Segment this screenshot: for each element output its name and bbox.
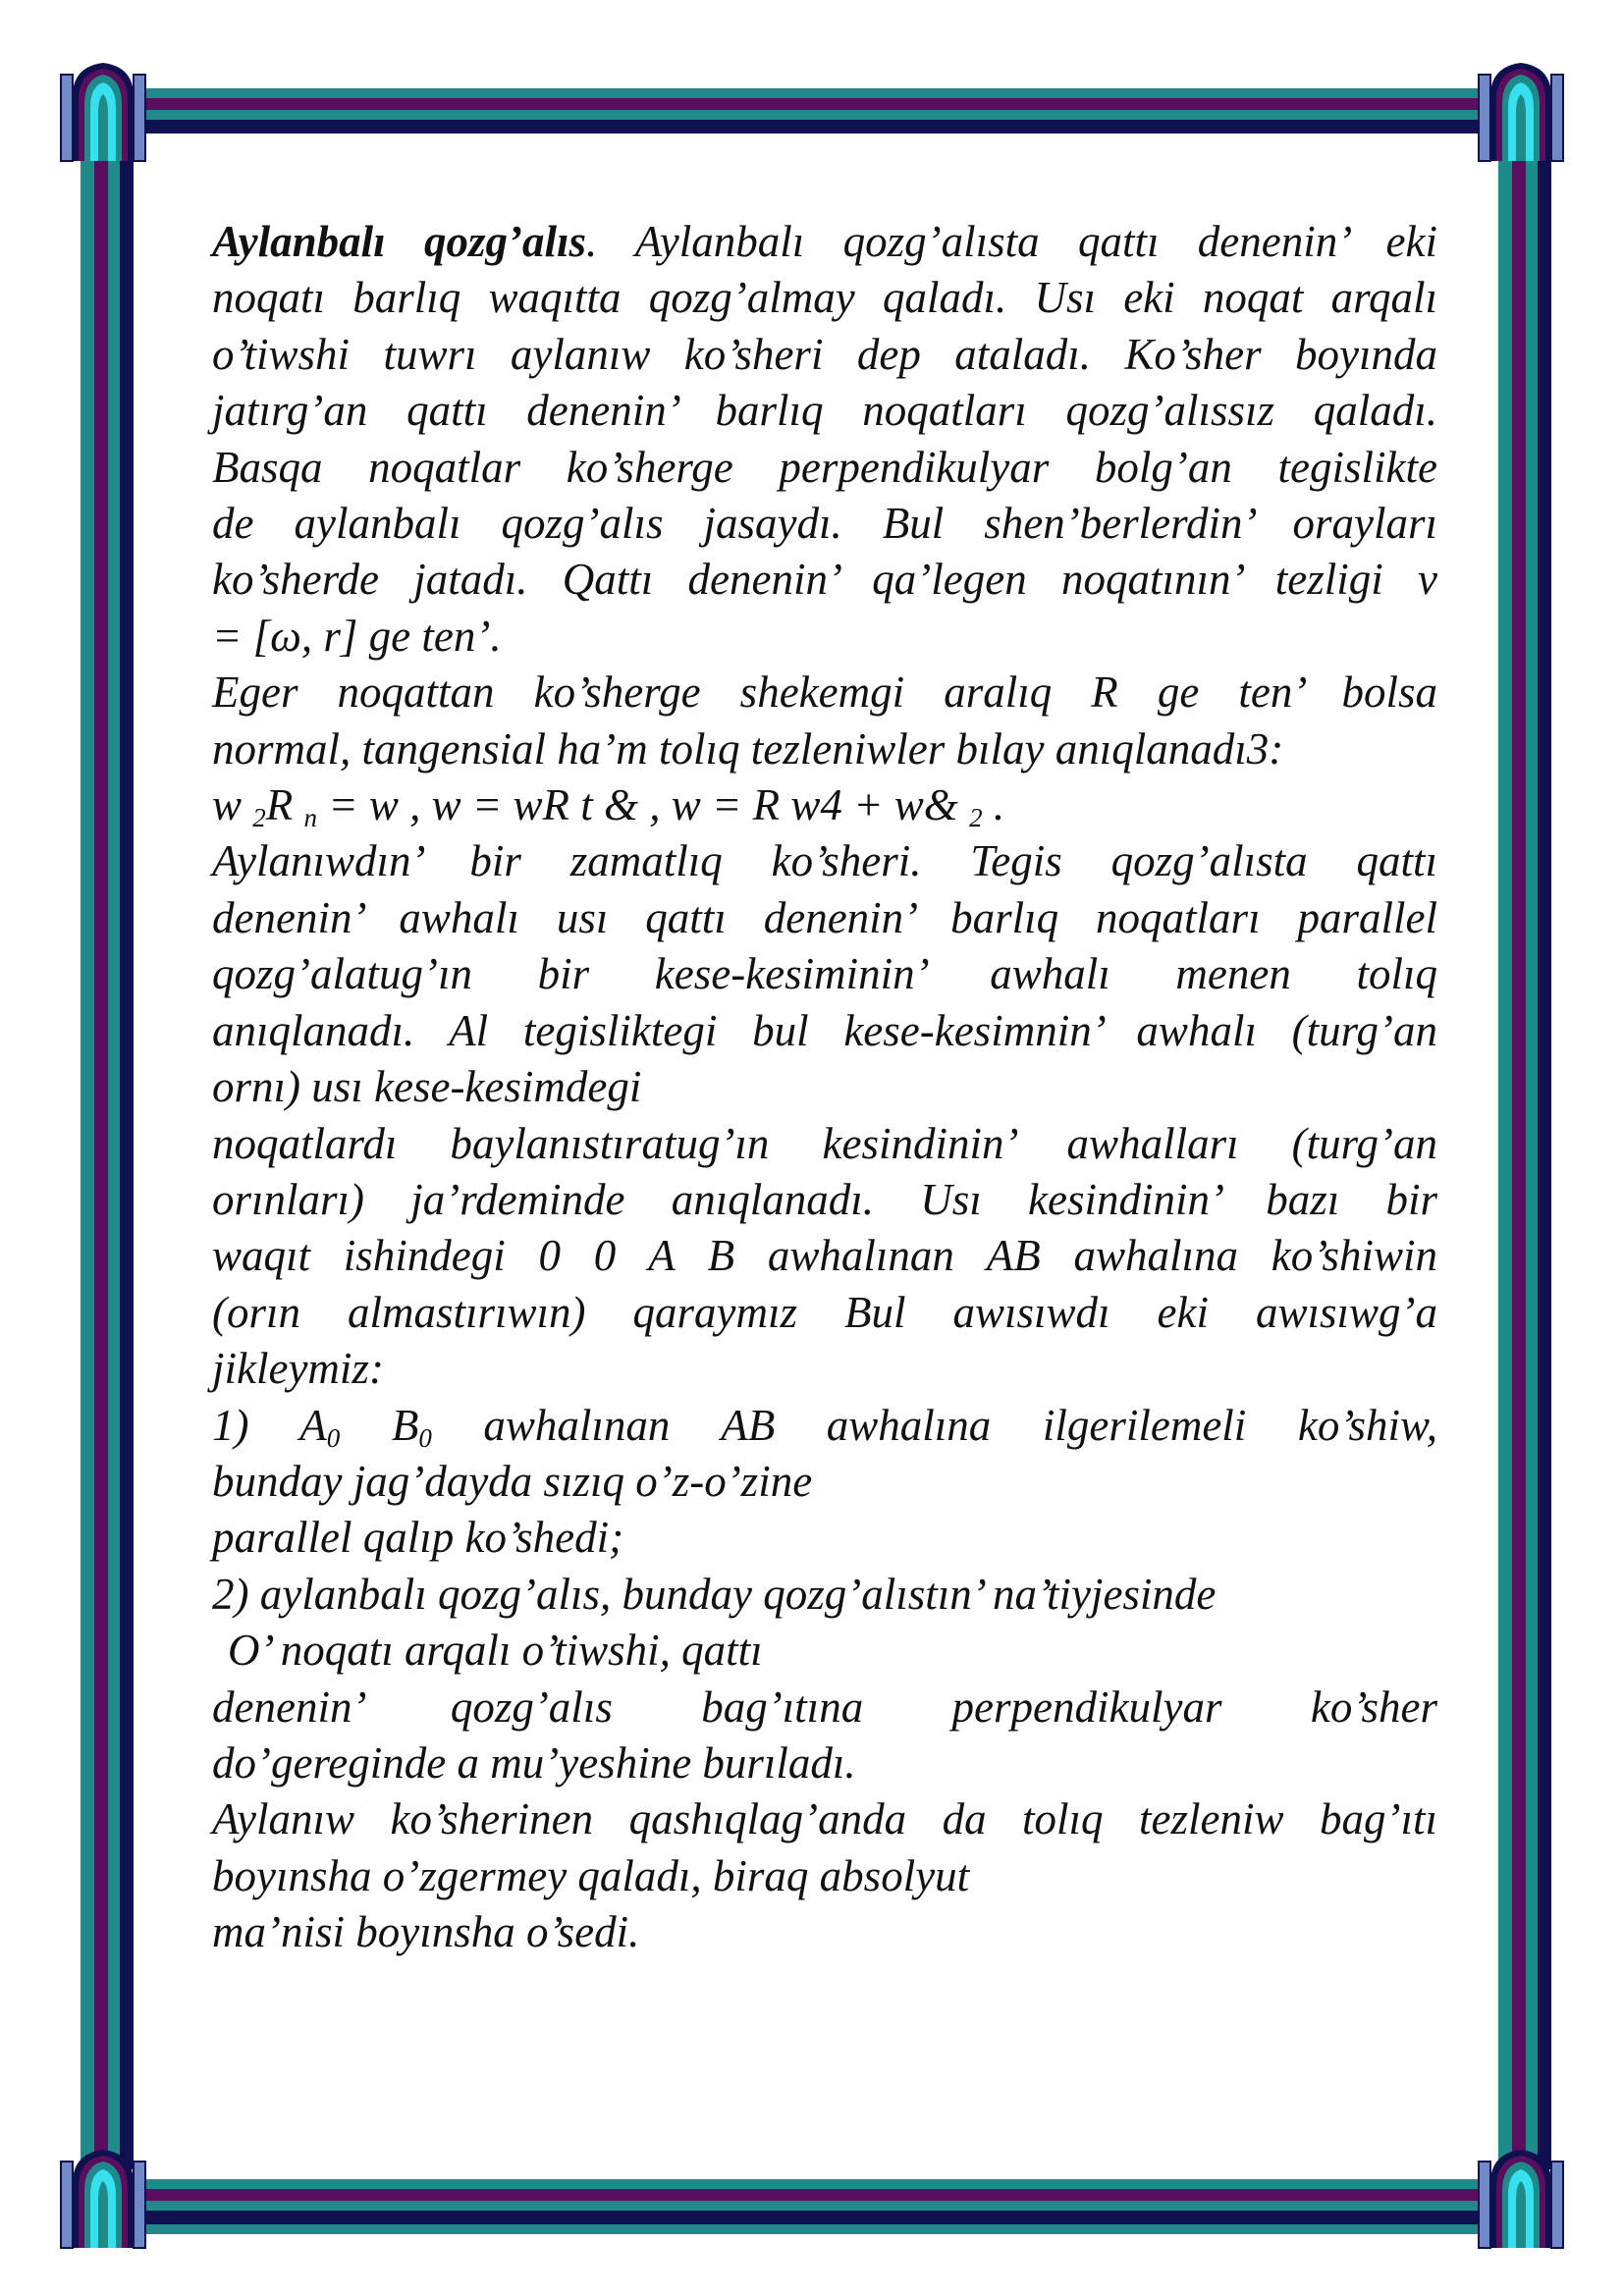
text-line: [212, 1454, 1437, 1510]
text-line: [212, 665, 1437, 721]
text-line: [212, 440, 1437, 496]
subscript-text: 0: [418, 1422, 432, 1453]
subscript-text: 0: [326, 1422, 341, 1453]
text-run: boyınsha o’zgermey qaladı, biraq absolyut: [212, 1850, 970, 1900]
left-border-band: [81, 147, 134, 2169]
text-line: [212, 1398, 1437, 1454]
subscript-text: n: [303, 802, 318, 832]
text-run: noqatı barlıq waqıtta qozg’almay qaladı. Usı eki noqat arqalı: [212, 273, 1437, 323]
text-run: Eger noqattan ko’sherge shekemgi aralıq R ge ten’ bolsa: [212, 667, 1437, 718]
text-line: [212, 777, 1437, 833]
text-line: [212, 1172, 1437, 1228]
text-run: w: [212, 780, 253, 830]
text-line: [212, 1680, 1437, 1735]
text-run: = w , w = wR t & , w = R w4 + w&: [317, 780, 970, 830]
text-run: 1) A: [212, 1400, 327, 1450]
gothic-arch-icon: [61, 63, 145, 161]
gothic-arch-icon: [1479, 2150, 1563, 2248]
text-line: [212, 383, 1437, 439]
bottom-border-band: [137, 2179, 1497, 2234]
top-border-band: [137, 88, 1497, 141]
paragraph: [212, 665, 1437, 777]
text-run: . Aylanbalı qozg’alısta qattı denenin’ eki: [586, 217, 1438, 266]
text-run: orınları) ja’rdeminde anıqlanadı. Usı kesindinin’ bazı bir: [212, 1174, 1437, 1224]
text-run: ma’nisi boyınsha o’sedi.: [212, 1907, 640, 1957]
text-run: waqıt ishindegi 0 0 A B awhalınan AB awhalına ko’shiwin: [212, 1231, 1437, 1281]
text-line: [212, 327, 1437, 383]
text-run: .: [982, 780, 1005, 830]
text-run: R: [265, 780, 304, 830]
text-line: [212, 1059, 1437, 1115]
paragraph: [212, 777, 1437, 833]
text-line: [212, 214, 1437, 270]
text-line: [212, 1003, 1437, 1059]
text-line: [212, 890, 1437, 946]
text-line: [228, 1623, 1437, 1679]
paragraph: [212, 1623, 1437, 1679]
text-line: [212, 1848, 1437, 1904]
text-line: [212, 1735, 1437, 1791]
paragraph: [212, 833, 1437, 1115]
text-line: [212, 1228, 1437, 1284]
text-run: noqatlardı baylanıstıratug’ın kesindinin’ awhalları (turg’an: [212, 1118, 1437, 1168]
gothic-arch-icon: [1479, 63, 1563, 161]
text-run: anıqlanadı. Al tegisliktegi bul kese-kesimnin’ awhalı (turg’an: [212, 1005, 1437, 1055]
text-run: Basqa noqatlar ko’sherge perpendikulyar bolg’an tegislikte: [212, 442, 1437, 492]
text-run: denenin’ qozg’alıs bag’ıtına perpendikulyar ko’sher: [212, 1682, 1437, 1732]
text-run: 2) aylanbalı qozg’alıs, bunday qozg’alıstın’ na’tiyjesinde: [212, 1569, 1217, 1619]
text-line: [212, 946, 1437, 1002]
text-run: O’ noqatı arqalı o’tiwshi, qattı: [228, 1626, 763, 1676]
text-run: jikleymiz:: [212, 1344, 384, 1394]
paragraph: [212, 1791, 1437, 1904]
subscript-text: 2: [252, 802, 266, 832]
paragraph: [212, 1680, 1437, 1792]
text-line: [212, 552, 1437, 608]
paragraph: [212, 1567, 1437, 1623]
text-line: [212, 270, 1437, 326]
text-run: do’gereginde a mu’yeshine burıladı.: [212, 1737, 856, 1788]
right-border-band: [1498, 147, 1551, 2169]
text-run: ko’sherde jatadı. Qattı denenin’ qa’legen noqatının’ tezligi v: [212, 555, 1437, 605]
paragraph: [212, 1510, 1437, 1566]
text-line: [212, 1285, 1437, 1341]
text-run: denenin’ awhalı usı qattı denenin’ barlıq noqatları parallel: [212, 892, 1437, 942]
subscript-text: 2: [969, 802, 983, 832]
text-run: parallel qalıp ko’shedi;: [212, 1513, 624, 1563]
text-line: [212, 1567, 1437, 1623]
text-line: [212, 833, 1437, 889]
text-line: [212, 1116, 1437, 1172]
paragraph: [212, 1116, 1437, 1398]
text-run: qozg’alatug’ın bir kese-kesiminin’ awhalı menen tolıq: [212, 949, 1437, 999]
text-run: Aylanıwdın’ bir zamatlıq ko’sheri. Tegis qozg’alısta qattı: [212, 836, 1437, 886]
text-line: [212, 1904, 1437, 1960]
text-run: o’tiwshi tuwrı aylanıw ko’sheri dep ataladı. Ko’sher boyında: [212, 329, 1437, 379]
text-line: [212, 721, 1437, 777]
paragraph: [212, 1904, 1437, 1960]
text-run: awhalınan AB awhalına ilgerilemeli ko’shiw,: [431, 1400, 1437, 1450]
text-run: (orın almastırıwın) qaraymız Bul awısıwdı eki awısıwg’a: [212, 1287, 1437, 1337]
text-run: normal, tangensial ha’m tolıq tezleniwler bılay anıqlanadı3:: [212, 723, 1284, 774]
text-line: [212, 496, 1437, 552]
section-heading: Aylanbalı qozg’alıs: [212, 217, 587, 266]
text-run: de aylanbalı qozg’alıs jasaydı. Bul shen’berlerdin’ orayları: [212, 499, 1437, 549]
text-run: Aylanıw ko’sherinen qashıqlag’anda da tolıq tezleniw bag’ıtı: [212, 1794, 1437, 1844]
document-body: [212, 214, 1437, 1961]
text-line: [212, 1341, 1437, 1397]
text-run: B: [340, 1400, 419, 1450]
gothic-arch-icon: [61, 2150, 145, 2248]
text-run: jatırg’an qattı denenin’ barlıq noqatları qozg’alıssız qaladı.: [212, 386, 1437, 436]
text-run: ornı) usı kese-kesimdegi: [212, 1062, 642, 1112]
paragraph: [212, 1398, 1437, 1511]
text-run: bunday jag’dayda sızıq o’z-o’zine: [212, 1456, 813, 1506]
text-line: [212, 609, 1437, 665]
text-line: [212, 1510, 1437, 1566]
paragraph: [212, 214, 1437, 665]
text-run: = [ω, r] ge ten’.: [212, 611, 502, 661]
text-line: [212, 1791, 1437, 1847]
